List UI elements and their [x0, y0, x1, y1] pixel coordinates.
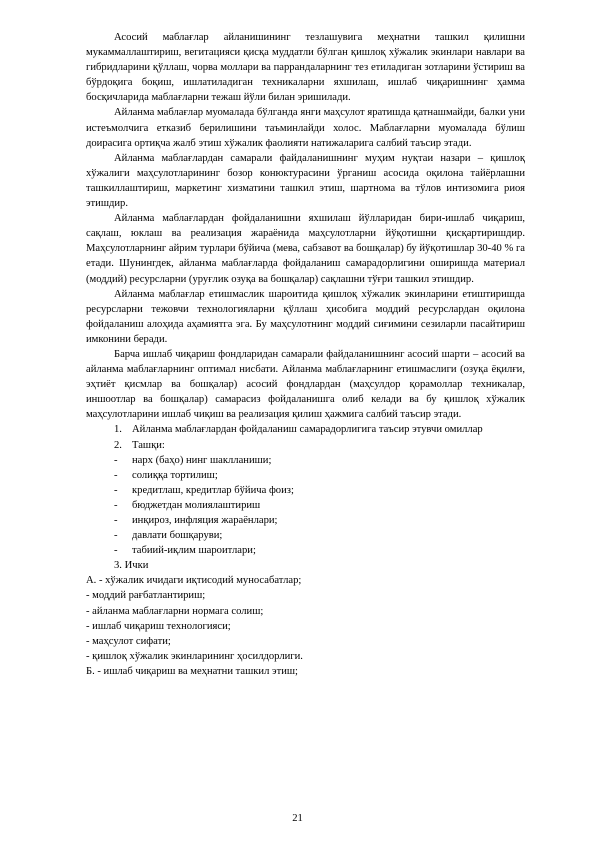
dash-item-text: солиққа тортилиш;: [132, 469, 218, 481]
dash-list-item: [86, 498, 525, 513]
item-text: Айланма маблағлардан фойдаланиш самарадорлигига таъсир этувчи омиллар: [132, 424, 483, 436]
text-line: Б. - ишлаб чиқариш ва меҳнатни ташкил этиш;: [86, 665, 298, 677]
text-line: А. - хўжалик ичидаги иқтисодий муносабатлар;: [86, 575, 302, 587]
dash-marker: -: [114, 469, 118, 481]
item-text: Ташқи:: [132, 439, 165, 451]
item-marker: 1.: [114, 424, 122, 436]
text-line: - моддий рағбатлантириш;: [86, 590, 206, 602]
document-page: [86, 30, 525, 679]
item-marker: 2.: [114, 439, 122, 451]
dash-list-item: [86, 468, 525, 483]
paragraph-6: Барча ишлаб чиқариш фондларидан самарали файдаланишнинг асосий шарти – асосий ва айланма маблағларнинг оптимал нисбати. Айланма маблағларнинг етишмаслиги (озуқа ёқилғи, эҳтиёт қисмлар ва бошқалар) асосий фондлардан (маҳсулдор қорамоллар техникалар, иншоотлар ва бошқалар) самарасиз фойдаланишга олиб келади ва бу қишлоқ хўжалик маҳсулотларини ишлаб чиқиш ва реализация қилиш ҳажмига салбий таъсир этади.: [86, 348, 525, 421]
paragraph-2: Айланма маблағлар муомалада бўлганда янги маҳсулот яратишда қатнашмайди, балки уни истеъмолчига етказиб берилишини таъминлайди холос. Маблағларни муомалада бўлиш доирасига ортиқча жалб этиш хўжалик фаолияти натижаларига салбий таъсир этади.: [86, 107, 525, 149]
dash-item-text: давлати бошқаруви;: [132, 530, 223, 542]
numbered-item: [86, 422, 525, 437]
text-line: - ишлаб чиқариш технологияси;: [86, 620, 231, 632]
text-line: - айланма маблағларни нормага солиш;: [86, 605, 264, 617]
dash-list-item: [86, 543, 525, 558]
dash-item-text: табиий-иқлим шароитлари;: [132, 545, 256, 557]
dash-list-item: [86, 453, 525, 468]
dash-marker: -: [114, 545, 118, 557]
dash-item-text: кредитлаш, кредитлар бўйича фоиз;: [132, 484, 294, 496]
text-line: - қишлоқ хўжалик экинларининг ҳосилдорлиги.: [86, 650, 303, 662]
text-line: - маҳсулот сифати;: [86, 635, 171, 647]
dash-marker: -: [114, 484, 118, 496]
dash-item-text: нарх (баҳо) нинг шаклланиши;: [132, 454, 272, 466]
dash-item-text: бюджетдан молиялаштириш: [132, 499, 261, 511]
numbered-item: [86, 438, 525, 453]
dash-list-item: [86, 513, 525, 528]
paragraph-3: Айланма маблағлардан самарали файдаланишнинг муҳим нуқтаи назари – қишлоқ хўжалиги маҳсулотларининг бозор конюктурасини ўрганиш асосида оқилона тайёрлашни ташкиллаштириш, маркетинг хизматини ташкил этиш, шартнома ва тўлов интизомига риоя этишдир.: [86, 152, 525, 210]
item-3-heading: 3. Ички: [114, 560, 149, 572]
dash-list-item: [86, 483, 525, 498]
paragraph-4: Айланма маблағлардан фойдаланишни яхшилаш йўлларидан бири-ишлаб чиқариш, сақлаш, юклаш ва реализация жараёнида маҳсулотларни йўқотишни қисқартиришдир. Маҳсулотларнинг айрим турлари бўйича (мева, сабзавот ва бошқалар) бу йўқотишлар 30-40 % га етади. Шунингдек, айланма маблағларда фойдаланиш самарадорлигини оширишда материал (моддий) ресурсларни (уруғлик озуқа ва бошқалар) сақлашни тўғри ташкил этишдир.: [86, 213, 525, 285]
paragraph-1: Асосий маблағлар айланишининг тезлашувига меҳнатни ташкил қилишни мукаммаллаштириш, вегитацияси қисқа муддатли бўлган қишлоқ хўжалик экинлари навлари ва гибридларини қўллаш, чорва моллари ва паррандаларнинг тез етиладиган зотларини ўстириш ва бўрдоқига боқиш, ишлатиладиган техникаларни яхшилаш, ишлаб чиқаришнинг ҳамма босқичларида маблағларни тежаш йўли билан эришилади.: [86, 32, 525, 104]
dash-item-text: инқироз, инфляция жараёнлари;: [132, 515, 278, 526]
dash-marker: -: [114, 515, 118, 526]
dash-marker: -: [114, 454, 118, 466]
paragraph-5: Айланма маблағлар етишмаслик шароитида қишлоқ хўжалик экинларини етиштиришда ресурсларни тежовчи технологияларни қўллаш ҳисобига моддий ресурслардан оқилона фойдаланиш алоҳида аҳамиятга эга. Бу маҳсулотнинг моддий сиғимини сезиларли пасайтириш имконини беради.: [86, 288, 525, 345]
dash-list-item: [86, 528, 525, 543]
dash-marker: -: [114, 499, 118, 511]
dash-marker: -: [114, 530, 118, 542]
page-number: 21: [292, 813, 303, 824]
